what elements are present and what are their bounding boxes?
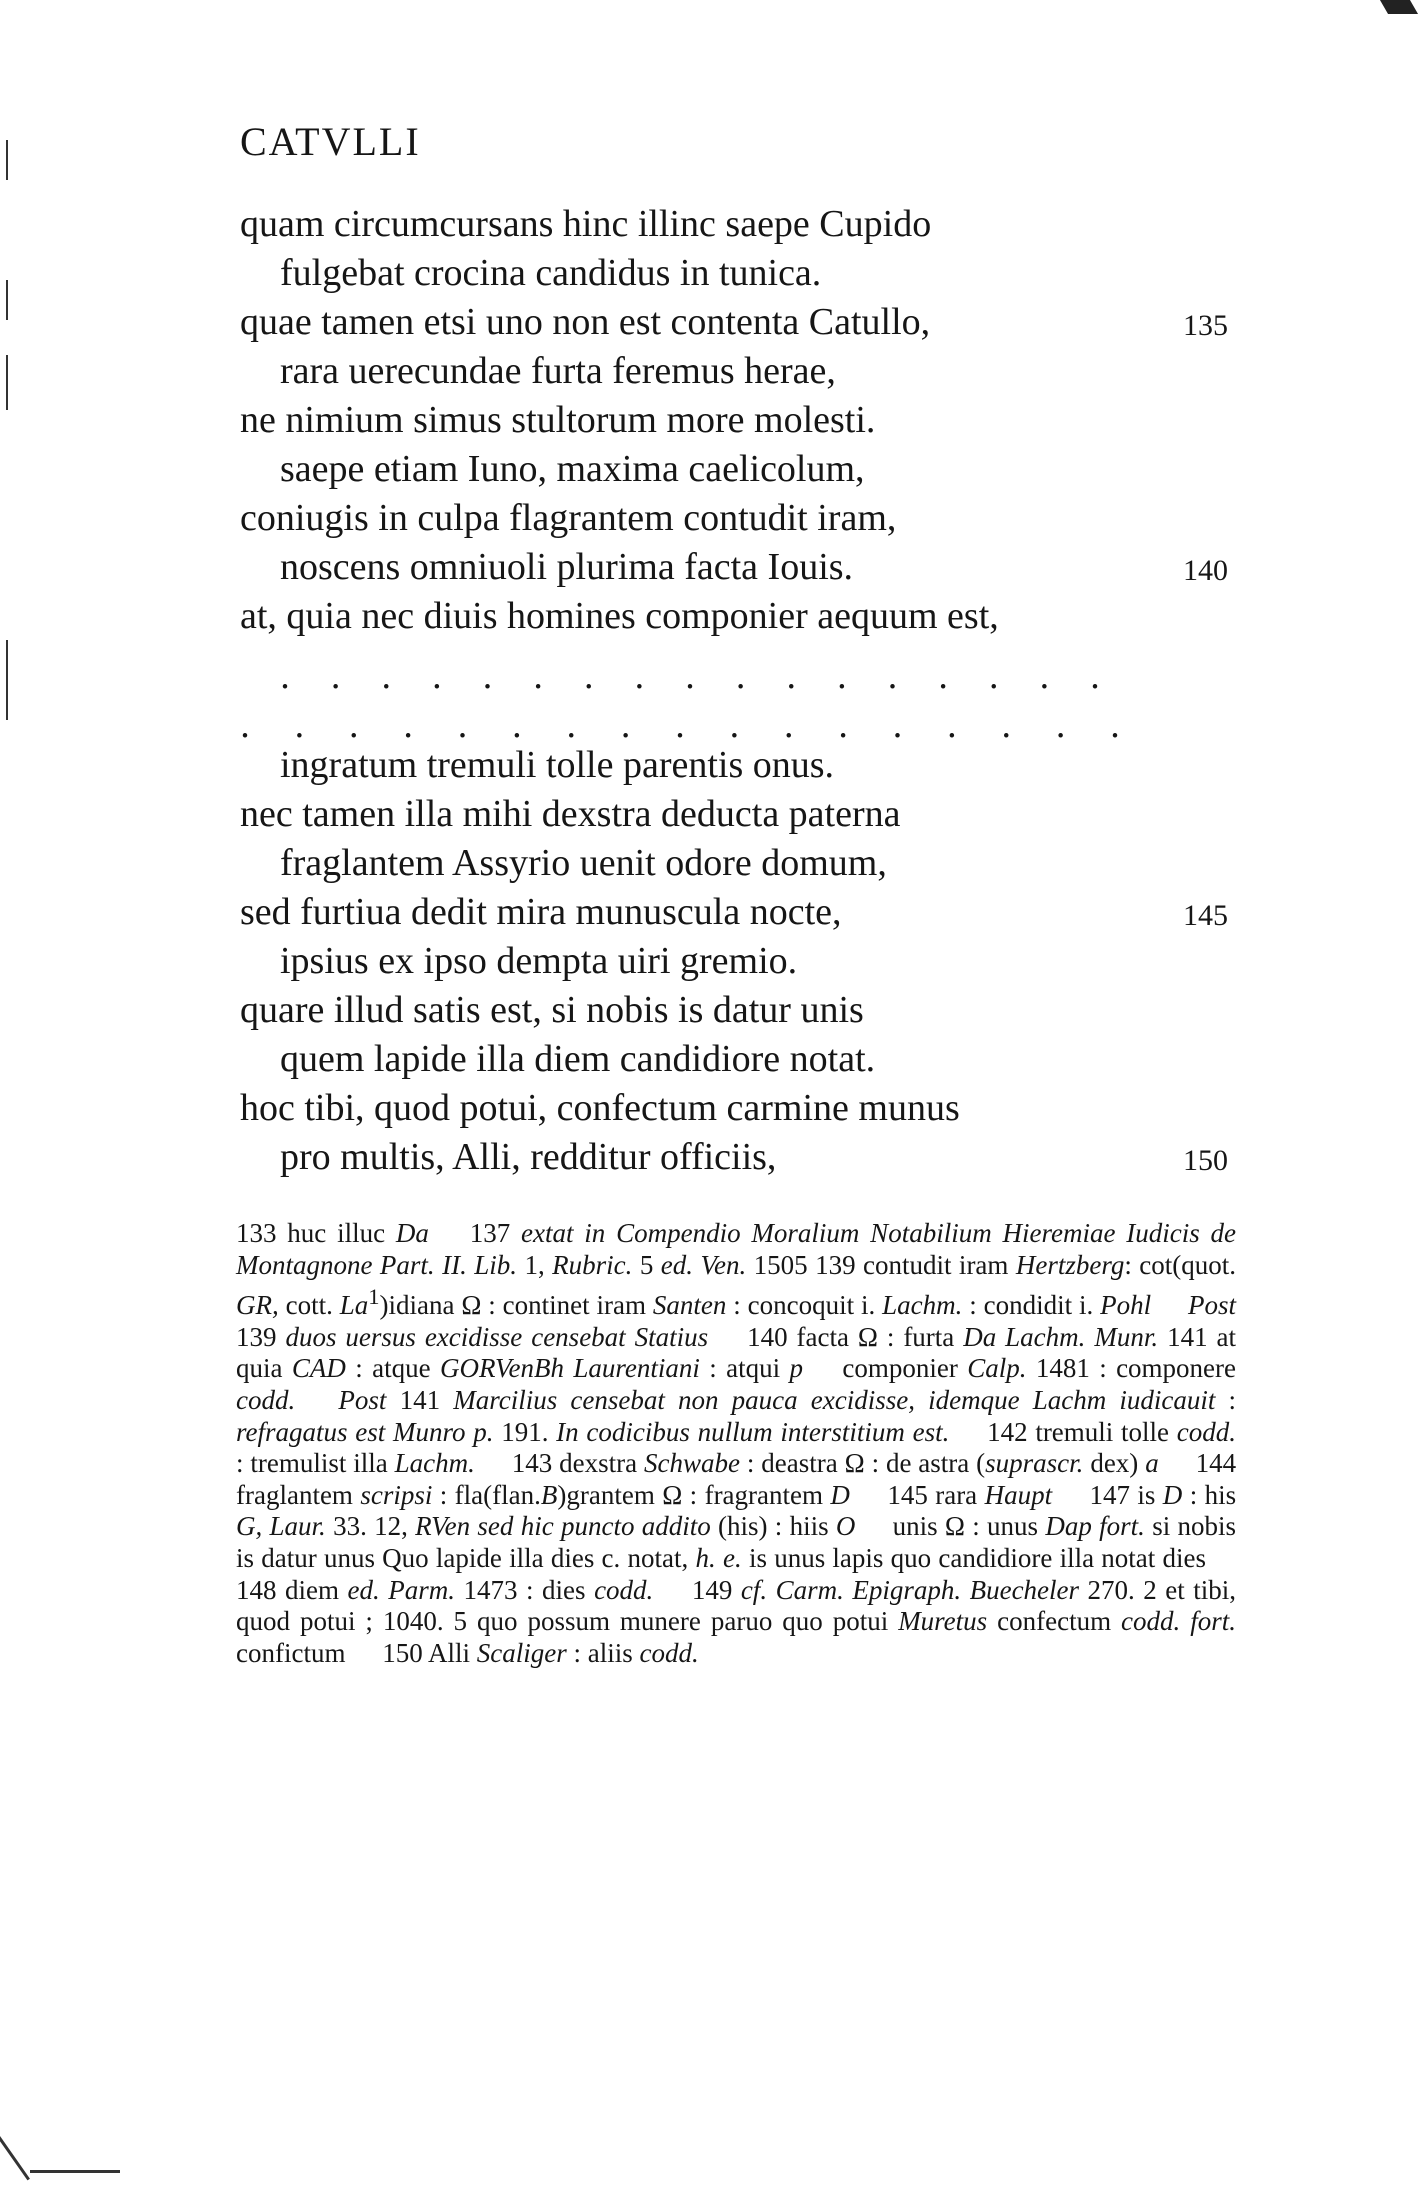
scan-mark: [30, 2170, 120, 2173]
verse-line: quae tamen etsi uno non est contenta Catullo,: [240, 301, 931, 343]
verse-line: at, quia nec diuis homines componier aequum est,: [240, 595, 999, 637]
verse-line: fraglantem Assyrio uenit odore domum,: [280, 842, 887, 884]
verse-line: fulgebat crocina candidus in tunica.: [280, 252, 822, 294]
line-number: 140: [1183, 554, 1228, 587]
note-149: 149: [691, 1574, 733, 1605]
verse-line: pro multis, Alli, redditur officiis,: [280, 1136, 777, 1178]
verse-line: hoc tibi, quod potui, confectum carmine munus: [240, 1087, 960, 1129]
lacuna-dots: . . . . . . . . . . . . . . . . .: [240, 704, 1120, 746]
scan-mark: [6, 140, 8, 180]
verse-line: ingratum tremuli tolle parentis onus.: [280, 744, 835, 786]
note-143: 143 dexstra: [511, 1448, 638, 1479]
verse-line: ne nimium simus stultorum more molesti.: [240, 399, 876, 441]
lacuna-dots: . . . . . . . . . . . . . . . . .: [280, 655, 1100, 697]
verse-line: quare illud satis est, si nobis is datur unis: [240, 989, 864, 1031]
verse-line: saepe etiam Iuno, maxima caelicolum,: [280, 448, 865, 490]
note-150: 150 Alli: [382, 1637, 470, 1668]
scan-mark: [0, 2130, 30, 2181]
note-140: 140 facta Ω : furta: [747, 1321, 955, 1352]
verse-line: nec tamen illa mihi dexstra deducta paterna: [240, 793, 901, 835]
note-144: 144 fraglantem: [236, 1448, 1237, 1510]
line-number: 135: [1183, 309, 1228, 342]
note-141: 141 at quia: [236, 1321, 1236, 1384]
note-147: 147 is: [1089, 1479, 1156, 1510]
note-133: 133 huc illuc: [236, 1218, 386, 1248]
running-head: CATVLLI: [240, 119, 421, 164]
note-145: 145 rara: [887, 1479, 978, 1510]
verse-line: ipsius ex ipso dempta uiri gremio.: [280, 940, 798, 982]
note-139: 139 contudit iram: [815, 1249, 1009, 1280]
line-number: 145: [1183, 899, 1228, 932]
critical-apparatus: 133 huc illuc Da 137 extat in Compendio Moralium Notabilium Hieremiae Iudicis de Montagnone Part. II. Lib. 1, Rubric. 5 ed. Ven. 1505 139 contudit iram Hertzberg: cot(quot. GR, cott. La$^1$)idiana Ω : continet iram Santen : concoquit i. Lachm. : condidit i. Pohl Post 139 duos uersus excidisse censebat Statius 140 facta Ω : furta Da Lachm. Munr. 141 at quia CAD : atque GORVenBh Laurentiani : atqui p componier Calp. 1481 : componere codd. Post 141 Marcilius censebat non pauca excidisse, idemque Lachm iudicauit : refragatus est Munro p. 191. In codicibus nullum interstitium est. 142 tremuli tolle codd. : tremulist illa Lachm. 143 dexstra Schwabe : deastra Ω : de astra (suprascr. dex) a 144 fraglantem scripsi : fla(flan.B)grantem Ω : fragrantem D 145 rara Haupt 147 is D : his G, Laur. 33. 12, RVen sed hic puncto addito (his) : hiis O unis Ω : unus Dap fort. si nobis is datur unus Quo lapide illa dies c. notat, h. e. is unus lapis quo candidiore illa notat dies 148 diem ed. Parm. 1473 : dies codd. 149 cf. Carm. Epigraph. Buecheler 270. 2 et tibi, quod potui ; 1040. 5 quo possum munere paruo quo potui Muretus confectum codd. fort. confictum 150 Alli Scaliger : aliis codd.: [236, 1218, 1237, 1668]
note-137: 137: [469, 1218, 511, 1248]
line-number: 150: [1183, 1144, 1228, 1177]
scan-mark: [1380, 0, 1418, 14]
note-142: 142 tremuli tolle: [987, 1416, 1170, 1447]
verse-line: rara uerecundae furta feremus herae,: [280, 350, 836, 392]
note-148: 148 diem: [236, 1574, 339, 1605]
verse-line: quam circumcursans hinc illinc saepe Cupido: [240, 203, 932, 245]
verse-line: coniugis in culpa flagrantem contudit iram,: [240, 497, 897, 539]
scan-mark: [6, 280, 8, 320]
verse-line: sed furtiua dedit mira munuscula nocte,: [240, 891, 842, 933]
scan-mark: [6, 355, 8, 410]
verse-line: quem lapide illa diem candidiore notat.: [280, 1038, 876, 1080]
verse-line: noscens omniuoli plurima facta Iouis.: [280, 546, 854, 588]
scan-mark: [6, 640, 8, 720]
